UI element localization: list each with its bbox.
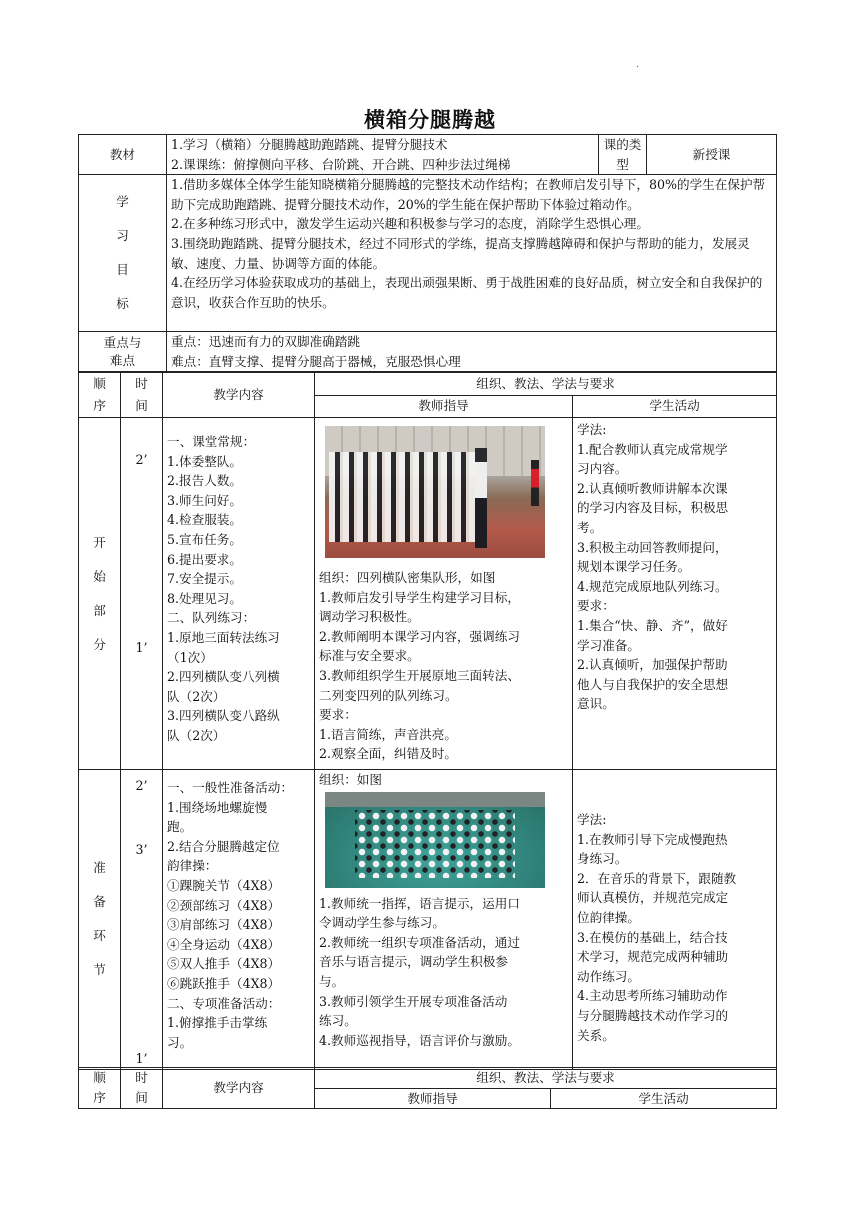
focus-content — [167, 332, 777, 372]
section-start-times: 2’ 1’ — [121, 418, 163, 770]
footer-time-header: 时 间 — [121, 1068, 163, 1109]
student-header: 学生活动 — [573, 395, 777, 418]
section-prep-times: 2’ 3’ 1’ — [121, 770, 163, 1070]
footer-student-header: 学生活动 — [551, 1088, 777, 1109]
objective-item: 1.借助多媒体全体学生能知晓横箱分腿腾越的完整技术动作结构；在教师启发引导下，80%的学生在保护帮助下完成助跑踏跳、提臂分腿技术动作，20%的学生能在保护帮助下体验过箱动作。 — [171, 177, 766, 212]
key-point: 重点：迅速而有力的双脚准确踏跳 — [171, 334, 360, 350]
content-header: 教学内容 — [163, 373, 315, 418]
section-start-student: 学法: 1.配合教师认真完成常规学 习内容。 2.认真倾听教师讲解本次课 的学习内容及目标，积极思 考。 3.积极主动回答教师提问， 规划本课学习任务。 4.规范完成原地队列练习。 要求： 1.集合“快、静、齐”，做好 学习准备。 2.认真倾听，加强保护帮助 他人与自我保护的安全思想 意识。 — [573, 418, 777, 770]
time-header: 时 间 — [121, 373, 163, 418]
objectives-content — [167, 175, 777, 332]
section-prep-content: 一、一般性准备活动： 1.围绕场地螺旋慢 跑。 2.结合分腿腾越定位 韵律操： ①踝腕关节（4X8） ②颈部练习（4X8） ③肩部练习（4X8） ④全身运动（4X8） ⑤双人推手（4X8） ⑥跳跃推手（4X8） 二、专项准备活动： 1.俯撑推手击掌练 习。 — [163, 770, 315, 1070]
footer-teacher-header: 教师指导 — [315, 1088, 551, 1109]
order-header: 顺 序 — [79, 373, 121, 418]
section-prep-name: 准 备 环 节 — [79, 770, 121, 1070]
section-prep-student: 学法: 1.在教师引导下完成慢跑热 身练习。 2．在音乐的背景下，跟随教 师认真模仿，并规范完成定 位韵律操。 3.在模仿的基础上，结合技 术学习，规范完成两种辅助 动作练习。 4.主动思考所练习辅助动作 与分腿腾越技术动作学习的 关系。 — [573, 770, 777, 1070]
teacher-header: 教师指导 — [315, 395, 573, 418]
lesson-type-label: 课的类型 — [599, 135, 647, 175]
footer-org-header: 组织、教法、学法与要求 — [315, 1068, 777, 1089]
focus-label: 重点与 难点 — [79, 332, 167, 372]
section-start-name: 开 始 部 分 — [79, 418, 121, 770]
objective-item: 4.在经历学习体验获取成功的基础上，表现出顽强果断、勇于战胜困难的良好品质，树立安全和自我保护的意识，收获合作互助的快乐。 — [171, 275, 763, 310]
lesson-plan-table — [78, 134, 777, 372]
section-prep-teacher: 组织：如图 1.教师统一指挥，语言提示，运用口 令调动学生参与练习。 2.教师统一组织专项准备活动，通过 音乐与语言提示，调动学生积极参 与。 3.教师引领学生开展专项准备活动 练习。 4.教师巡视指导，语言评价与激励。 — [315, 770, 573, 1070]
objective-item: 2.在多种练习形式中，激发学生运动兴趣和积极参与学习的态度，消除学生恐惧心理。 — [171, 216, 649, 232]
difficulty: 难点：直臂支撑、提臂分腿高于器械，克服恐惧心理 — [171, 353, 461, 369]
section-start-content: 一、课堂常规： 1.体委整队。 2.报告人数。 3.师生问好。 4.检查服装。 5.宣布任务。 6.提出要求。 7.安全提示。 8.处理见习。 二、队列练习： 1.原地三面转法练习 （1次） 2.四列横队变八列横 队（2次） 3.四列横队变八路纵 队（2次） — [163, 418, 315, 770]
footer-header-table — [78, 1067, 777, 1109]
lesson-type-value: 新授课 — [647, 135, 777, 175]
header-mark: · — [636, 62, 640, 73]
material-content: 1.学习（横箱）分腿腾越助跑踏跳、提臂分腿技术 2.课课练：俯撑侧向平移、台阶跳、开合跳、四种步法过绳梯 — [167, 135, 599, 175]
warmup-photo — [325, 792, 545, 888]
document-title: 横箱分腿腾越 — [364, 108, 496, 132]
formation-photo — [325, 426, 545, 558]
objectives-label: 学 习 目 标 — [79, 175, 167, 332]
objective-item: 3.围绕助跑踏跳、提臂分腿技术，经过不同形式的学练，提高支撑腾越障碍和保护与帮助的能力，发展灵敏、速度、力量、协调等方面的体能。 — [171, 235, 750, 271]
footer-order-header: 顺 序 — [79, 1068, 121, 1109]
org-header: 组织、教法、学法与要求 — [315, 373, 777, 396]
material-label: 教材 — [79, 135, 167, 175]
section-start-teacher: 组织：四列横队密集队形，如图 1.教师启发引导学生构建学习目标， 调动学习积极性。 2.教师阐明本课学习内容，强调练习 标准与安全要求。 3.教师组织学生开展原地三面转法、 二列变四列的队列练习。 要求： 1.语言简练，声音洪亮。 2.观察全面，纠错及时。 — [315, 418, 573, 770]
teaching-process-table — [78, 372, 777, 1070]
footer-content-header: 教学内容 — [163, 1068, 315, 1109]
